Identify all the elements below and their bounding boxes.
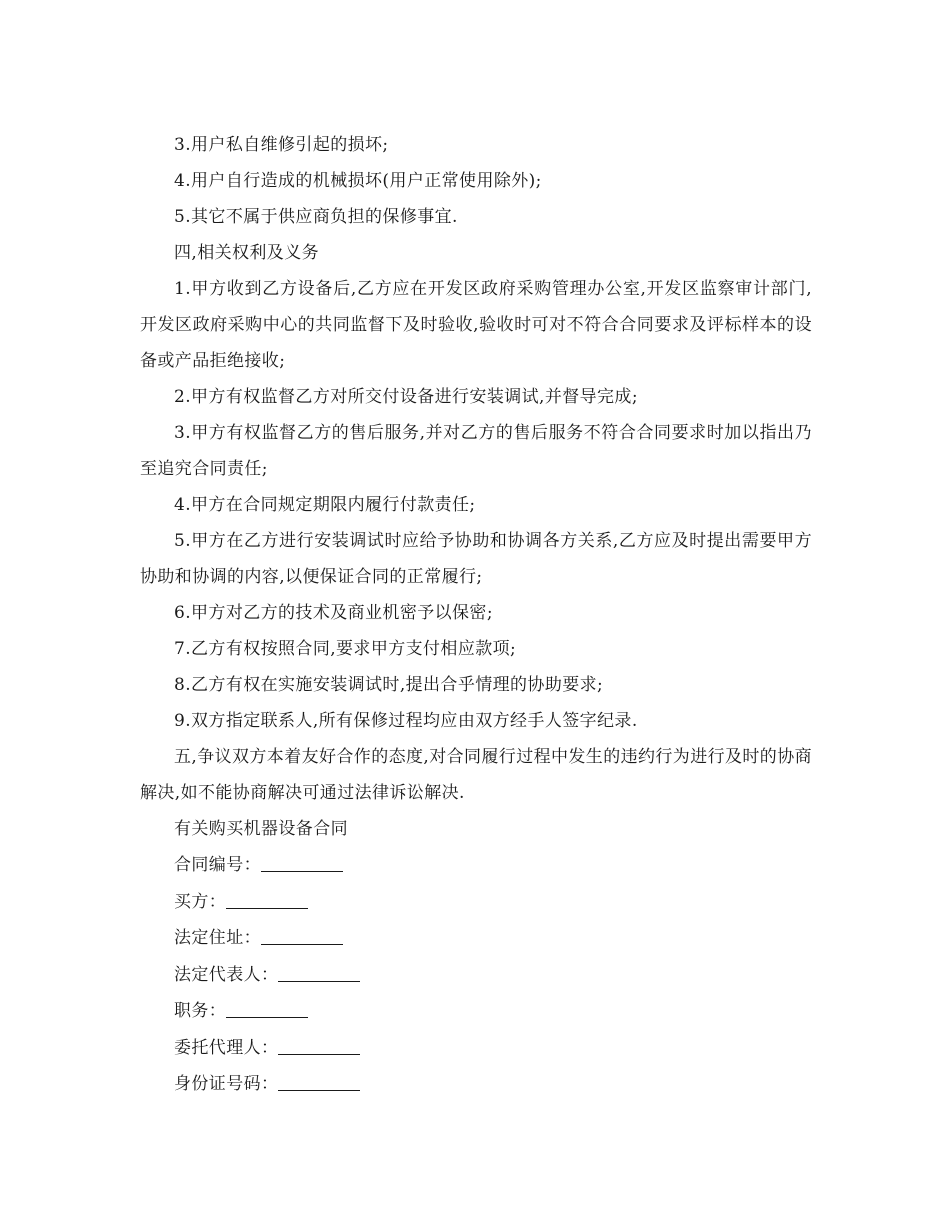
clause-rights-4: 4.甲方在合同规定期限内履行付款责任; [174,495,476,515]
blank-line [278,963,360,982]
field-legal-address [140,920,812,957]
clause-rights-3: 3.甲方有权监督乙方的售后服务,并对乙方的售后服务不符合合同要求时加以指出乃至追究合同责任; [140,423,812,479]
blank-line [278,1036,360,1055]
document-body [140,127,812,1103]
field-buyer [140,884,812,921]
clause-rights-7: 7.乙方有权按照合同,要求甲方支付相应款项; [174,639,517,659]
field-label: 身份证号码： [174,1074,279,1094]
field-label: 职务： [174,1001,227,1021]
field-label: 法定代表人： [174,964,279,985]
field-contract-number [140,847,812,884]
section-dispute: 五,争议双方本着友好合作的态度,对合同履行过程中发生的违约行为进行及时的协商解决,如不能协商解决可通过法律诉讼解决. [140,747,813,803]
blank-line [226,890,308,909]
field-authorized-agent [140,1030,812,1067]
blank-line [226,999,308,1018]
field-position [140,993,812,1030]
clause-exclusion-3: 3.用户私自维修引起的损坏; [174,135,389,155]
clause-rights-2: 2.甲方有权监督乙方对所交付设备进行安装调试,并督导完成; [174,387,638,407]
blank-line [278,1072,360,1091]
blank-line [261,926,343,945]
section-heading-rights: 四,相关权利及义务 [174,243,320,263]
clause-exclusion-4: 4.用户自行造成的机械损坏(用户正常使用除外); [174,171,542,191]
field-label: 合同编号： [174,855,261,875]
field-id-number [140,1066,812,1103]
field-label: 买方： [174,891,227,912]
contract-title: 有关购买机器设备合同 [174,819,348,839]
clause-rights-9: 9.双方指定联系人,所有保修过程均应由双方经手人签字纪录. [174,711,638,731]
blank-line [261,853,343,872]
clause-rights-1: 1.甲方收到乙方设备后,乙方应在开发区政府采购管理办公室,开发区监察审计部门,开发区政府采购中心的共同监督下及时验收,验收时可对不符合合同要求及评标样本的设备或产品拒绝接收; [140,279,812,371]
field-label: 委托代理人： [174,1037,279,1058]
clause-rights-6: 6.甲方对乙方的技术及商业机密予以保密; [174,603,493,623]
clause-rights-8: 8.乙方有权在实施安装调试时,提出合乎情理的协助要求; [174,675,604,695]
field-legal-representative [140,957,812,994]
field-label: 法定住址： [174,928,261,948]
clause-rights-5: 5.甲方在乙方进行安装调试时应给予协助和协调各方关系,乙方应及时提出需要甲方协助和协调的内容,以便保证合同的正常履行; [140,531,812,587]
clause-exclusion-5: 5.其它不属于供应商负担的保修事宜. [174,207,458,227]
